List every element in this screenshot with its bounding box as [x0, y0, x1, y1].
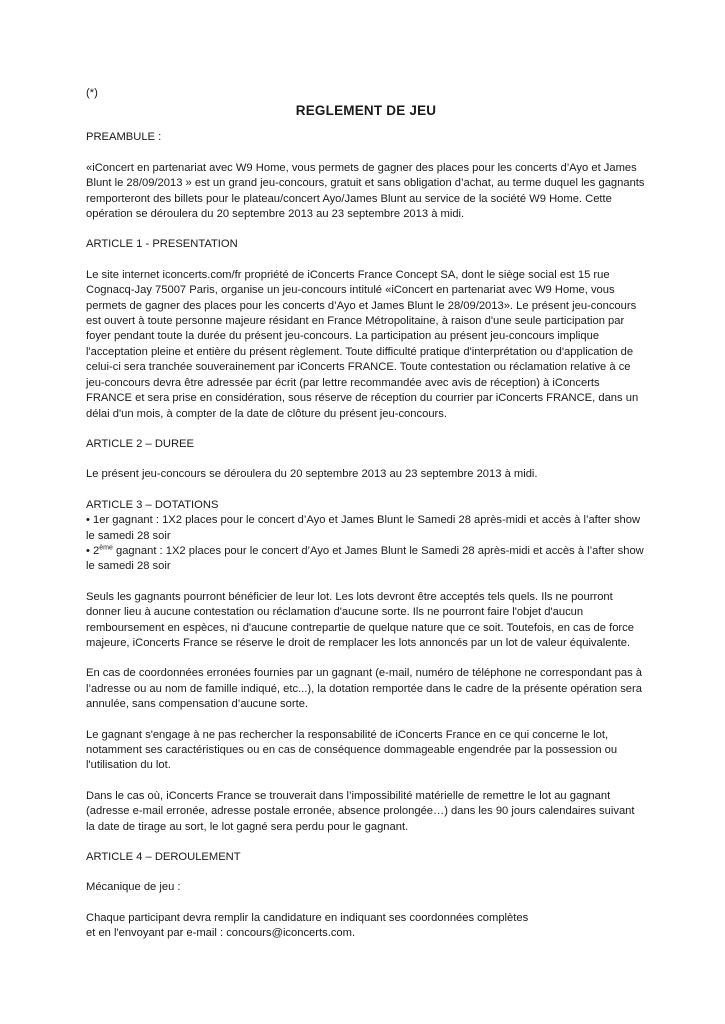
prize-2 [86, 544, 646, 575]
article4-heading: ARTICLE 4 – DEROULEMENT [86, 851, 241, 864]
article3-heading: ARTICLE 3 – DOTATIONS [86, 498, 219, 511]
prize-2-rest: gagnant : 1X2 places pour le concert d’Ayo et James Blunt le Samedi 28 après-midi et accès à l’after show le samedi 28 soir [86, 544, 644, 573]
article4-mechanic: Mécanique de jeu : [86, 881, 181, 894]
preamble-heading: PREAMBULE : [86, 131, 162, 144]
article1-text: Le site internet iconcerts.com/fr propriété de iConcerts France Concept SA, dont le siège social est 15 rue Cognacq-Jay 75007 Paris, organise un jeu-concours intitulé «iConcert en partenariat avec W9 Home, vous permets de gagner des places pour les concerts d’Ayo et James Blunt le 28/09/2013». Le présent jeu-concours est ouvert à toute personne majeure résidant en France Métropolitaine, à raison d'une seule participation par foyer pendant toute la durée du présent jeu-concours. La participation au présent jeu-concours implique l'acceptation pleine et entière du présent règlement. Toute difficulté pratique d'interprétation ou d'application de celui-ci sera tranchée souverainement par iConcerts FRANCE. Toute contestation ou réclamation relative à ce jeu-concours devra être adressée par écrit (par lettre recommandée avec avis de réception) à iConcerts FRANCE et sera prise en considération, sous réserve de réception du courrier par iConcerts FRANCE, dans un délai d'un mois, à compter de la date de clôture du présent jeu-concours. [86, 268, 639, 420]
article4-line-1: Chaque participant devra remplir la candidature en indiquant ses coordonnées complètes [86, 911, 529, 924]
article3-paragraph-2: En cas de coordonnées erronées fournies par un gagnant (e-mail, numéro de téléphone ne correspondant pas à l’adresse ou au nom de famille indiqué, etc...), la dotation remportée dans le cadre de la présente opération sera annulée, sans compensation d’aucune sorte. [86, 667, 643, 711]
article4-line-2: et en l'envoyant par e-mail : concours@iconcerts.com. [86, 927, 356, 940]
article3-paragraph-3: Le gagnant s'engage à ne pas rechercher la responsabilité de iConcerts France en ce qui concerne le lot, notamment ses caractéristiques ou en cas de conséquence dommageable engendrée par la possession ou l'utilisation du lot. [86, 728, 618, 772]
article3-dotations [86, 498, 646, 575]
article1-heading: ARTICLE 1 - PRESENTATION [86, 238, 238, 251]
article4-instructions [86, 911, 646, 942]
prize-2-prefix: • 2 [86, 544, 100, 557]
preamble-text: «iConcert en partenariat avec W9 Home, vous permets de gagner des places pour les concerts d’Ayo et James Blunt le 28/09/2013 » est un grand jeu-concours, gratuit et sans obligation d’achat, au terme duquel les gagnants remporteront des billets pour le plateau/concert Ayo/James Blunt au service de la société W9 Home. Cette opération se déroulera du 20 septembre 2013 au 23 septembre 2013 à midi. [86, 161, 645, 221]
article3-paragraph-1: Seuls les gagnants pourront bénéficier de leur lot. Les lots devront être acceptés tels quels. Ils ne pourront donner lieu à aucune contestation ou réclamation d'aucune sorte. Ils ne pourront faire l'objet d'aucun remboursement en espèces, ni d'aucune contrepartie de quelque nature que ce soit. Toutefois, en cas de force majeure, iConcerts France se réserve le droit de remplacer les lots annoncés par un lot de valeur équivalente. [86, 590, 634, 649]
document-page [86, 86, 646, 957]
article3-paragraph-4: Dans le cas où, iConcerts France se trouverait dans l’impossibilité matérielle de remettre le lot au gagnant (adresse e-mail erronée, adresse postale erronée, absence prolongée…) dans les 90 jours calendaires suivant la date de tirage au sort, le lot gagné sera perdu pour le gagnant. [86, 789, 635, 833]
document-marker: (*) [86, 87, 98, 99]
article2-text: Le présent jeu-concours se déroulera du 20 septembre 2013 au 23 septembre 2013 à midi. [86, 468, 538, 481]
prize-2-superscript: ème [99, 544, 113, 552]
article2-heading: ARTICLE 2 – DUREE [86, 437, 194, 450]
document-title: REGLEMENT DE JEU [295, 103, 437, 119]
prize-1: • 1er gagnant : 1X2 places pour le concert d’Ayo et James Blunt le Samedi 28 après-midi et accès à l’after show le samedi 28 soir [86, 514, 641, 542]
